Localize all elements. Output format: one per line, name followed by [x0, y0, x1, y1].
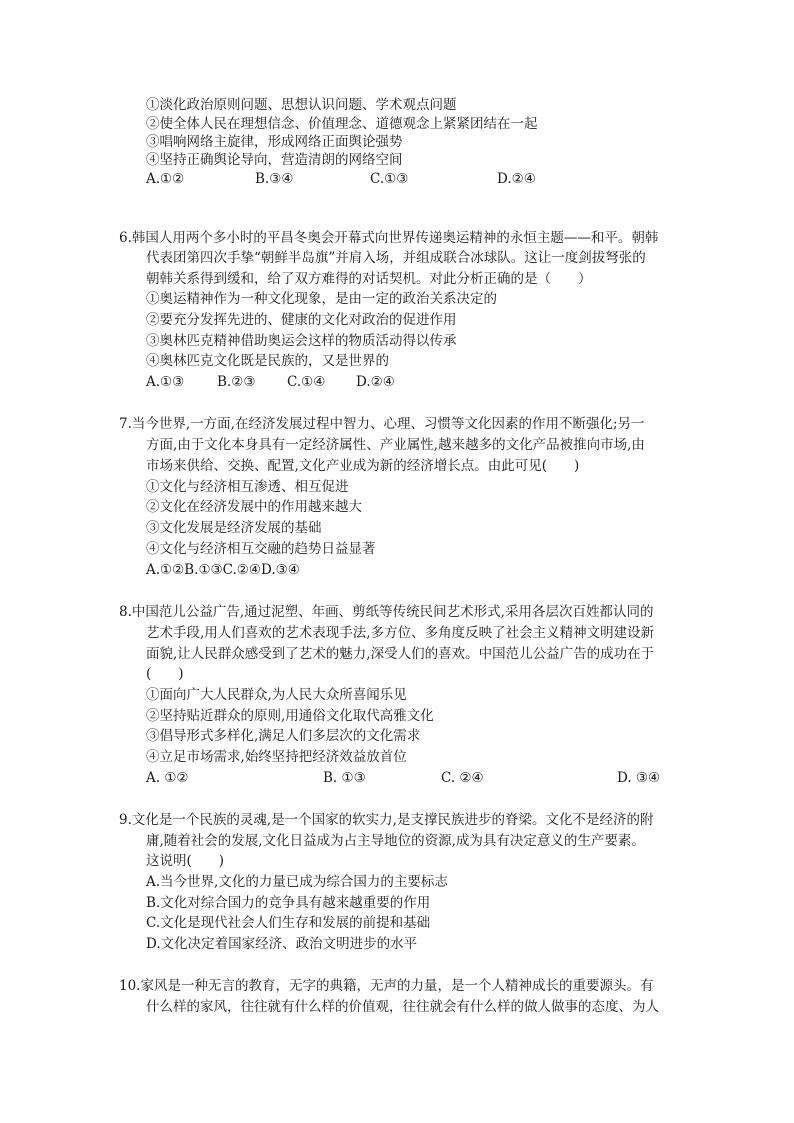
q5-item-1: ①淡化政治原则问题、思想认识问题、学术观点问题	[146, 97, 457, 113]
q9-stem-line-3: 这说明( )	[146, 853, 225, 869]
q9-stem-line-2: 庸,随着社会的发展,文化日益成为占主导地位的资源,成为具有决定意义的生产要素。	[146, 833, 645, 849]
q5-item-2: ②使全体人民在理想信念、价值理念、道德观念上紧紧团结在一起	[146, 116, 538, 132]
q7-stem-line-3: 市场来供给、交换、配置,文化产业成为新的经济增长点。由此可见( )	[146, 458, 580, 474]
q8-option-d: D. ③④	[617, 770, 661, 786]
q5-item-4: ④坚持正确舆论导向，营造清朗的网络空间	[146, 152, 403, 168]
q8-stem-line-1: 8.中国范儿公益广告,通过泥塑、年画、剪纸等传统民间艺术形式,采用各层次百姓都认同的	[119, 604, 654, 620]
q7-item-3: ③文化发展是经济发展的基础	[146, 520, 322, 536]
q8-item-3: ③倡导形式多样化,满足人们多层次的文化需求	[146, 728, 421, 744]
q6-option-d: D.②④	[356, 374, 395, 390]
q9-option-d: D.文化决定着国家经济、政治文明进步的水平	[146, 936, 418, 952]
q8-item-4: ④立足市场需求,始终坚持把经济效益放首位	[146, 749, 407, 765]
q9-option-b: B.文化对综合国力的竞争具有越来越重要的作用	[146, 895, 431, 911]
q5-option-a: A.①②	[146, 171, 185, 187]
q5-option-b: B.③④	[255, 171, 294, 187]
q6-item-4: ④奥林匹克文化既是民族的，又是世界的	[146, 353, 389, 369]
q8-option-a: A. ①②	[146, 770, 189, 786]
q8-stem-line-4: ( )	[146, 666, 184, 682]
q7-stem-line-2: 方面,由于文化本身具有一定经济属性、产业属性,越来越多的文化产品被推向市场,由	[146, 437, 645, 453]
q7-options: A.①②B.①③C.②④D.③④	[146, 562, 300, 578]
q6-stem-line-1: 6.韩国人用两个多小时的平昌冬奥会开幕式向世界传递奥运精神的永恒主题——和平。朝韩	[119, 230, 659, 246]
q6-option-c: C.①④	[287, 374, 326, 390]
q8-option-c: C. ②④	[441, 770, 484, 786]
q7-item-4: ④文化与经济相互交融的趋势日益显著	[146, 541, 376, 557]
q5-option-c: C.①③	[370, 171, 409, 187]
q10-stem-line-2: 什么样的家风，往往就有什么样的价值观，往往就会有什么样的做人做事的态度、为人	[146, 999, 659, 1015]
q8-item-1: ①面向广大人民群众,为人民大众所喜闻乐见	[146, 687, 407, 703]
q6-item-3: ③奥林匹克精神借助奥运会这样的物质活动得以传承	[146, 333, 457, 349]
q8-item-2: ②坚持贴近群众的原则,用通俗文化取代高雅文化	[146, 708, 434, 724]
q9-option-a: A.当今世界,文化的力量已成为综合国力的主要标志	[146, 874, 448, 890]
q7-item-1: ①文化与经济相互渗透、相互促进	[146, 479, 349, 495]
q6-stem-line-3: 朝韩关系得到缓和，给了双方难得的对话契机。对此分析正确的是（ ）	[146, 271, 592, 287]
q6-item-2: ②要充分发挥先进的、健康的文化对政治的促进作用	[146, 312, 457, 328]
q7-stem-line-1: 7.当今世界,一方面,在经济发展过程中智力、心理、习惯等文化因素的作用不断强化;另一	[119, 416, 645, 432]
q5-option-d: D.②④	[497, 171, 536, 187]
q6-option-b: B.②③	[217, 374, 256, 390]
q7-item-2: ②文化在经济发展中的作用越来越大	[146, 499, 362, 515]
q6-item-1: ①奥运精神作为一种文化现象，是由一定的政治关系决定的	[146, 291, 497, 307]
q6-option-a: A.①③	[146, 374, 185, 390]
q9-option-c: C.文化是现代社会人们生存和发展的前提和基础	[146, 915, 431, 931]
q8-stem-line-2: 艺术手段,用人们喜欢的艺术表现手法,多方位、多角度反映了社会主义精神文明建设新	[146, 625, 655, 641]
q8-stem-line-3: 面貌,让人民群众感受到了艺术的魅力,深受人们的喜欢。中国范儿公益广告的成功在于	[146, 646, 655, 662]
q6-stem-line-2: 代表团第四次手挚“朝鲜半岛旗”并肩入场，并组成联合冰球队。这让一度剑拔弩张的	[146, 250, 646, 266]
q5-item-3: ③唱响网络主旋律，形成网络正面舆论强势	[146, 134, 403, 150]
q9-stem-line-1: 9.文化是一个民族的灵魂,是一个国家的软实力,是支撑民族进步的脊梁。文化不是经济的附	[119, 812, 654, 828]
q8-option-b: B. ①③	[323, 770, 366, 786]
q10-stem-line-1: 10.家风是一种无言的教育，无字的典籍，无声的力量，是一个人精神成长的重要源头。有	[119, 978, 654, 994]
